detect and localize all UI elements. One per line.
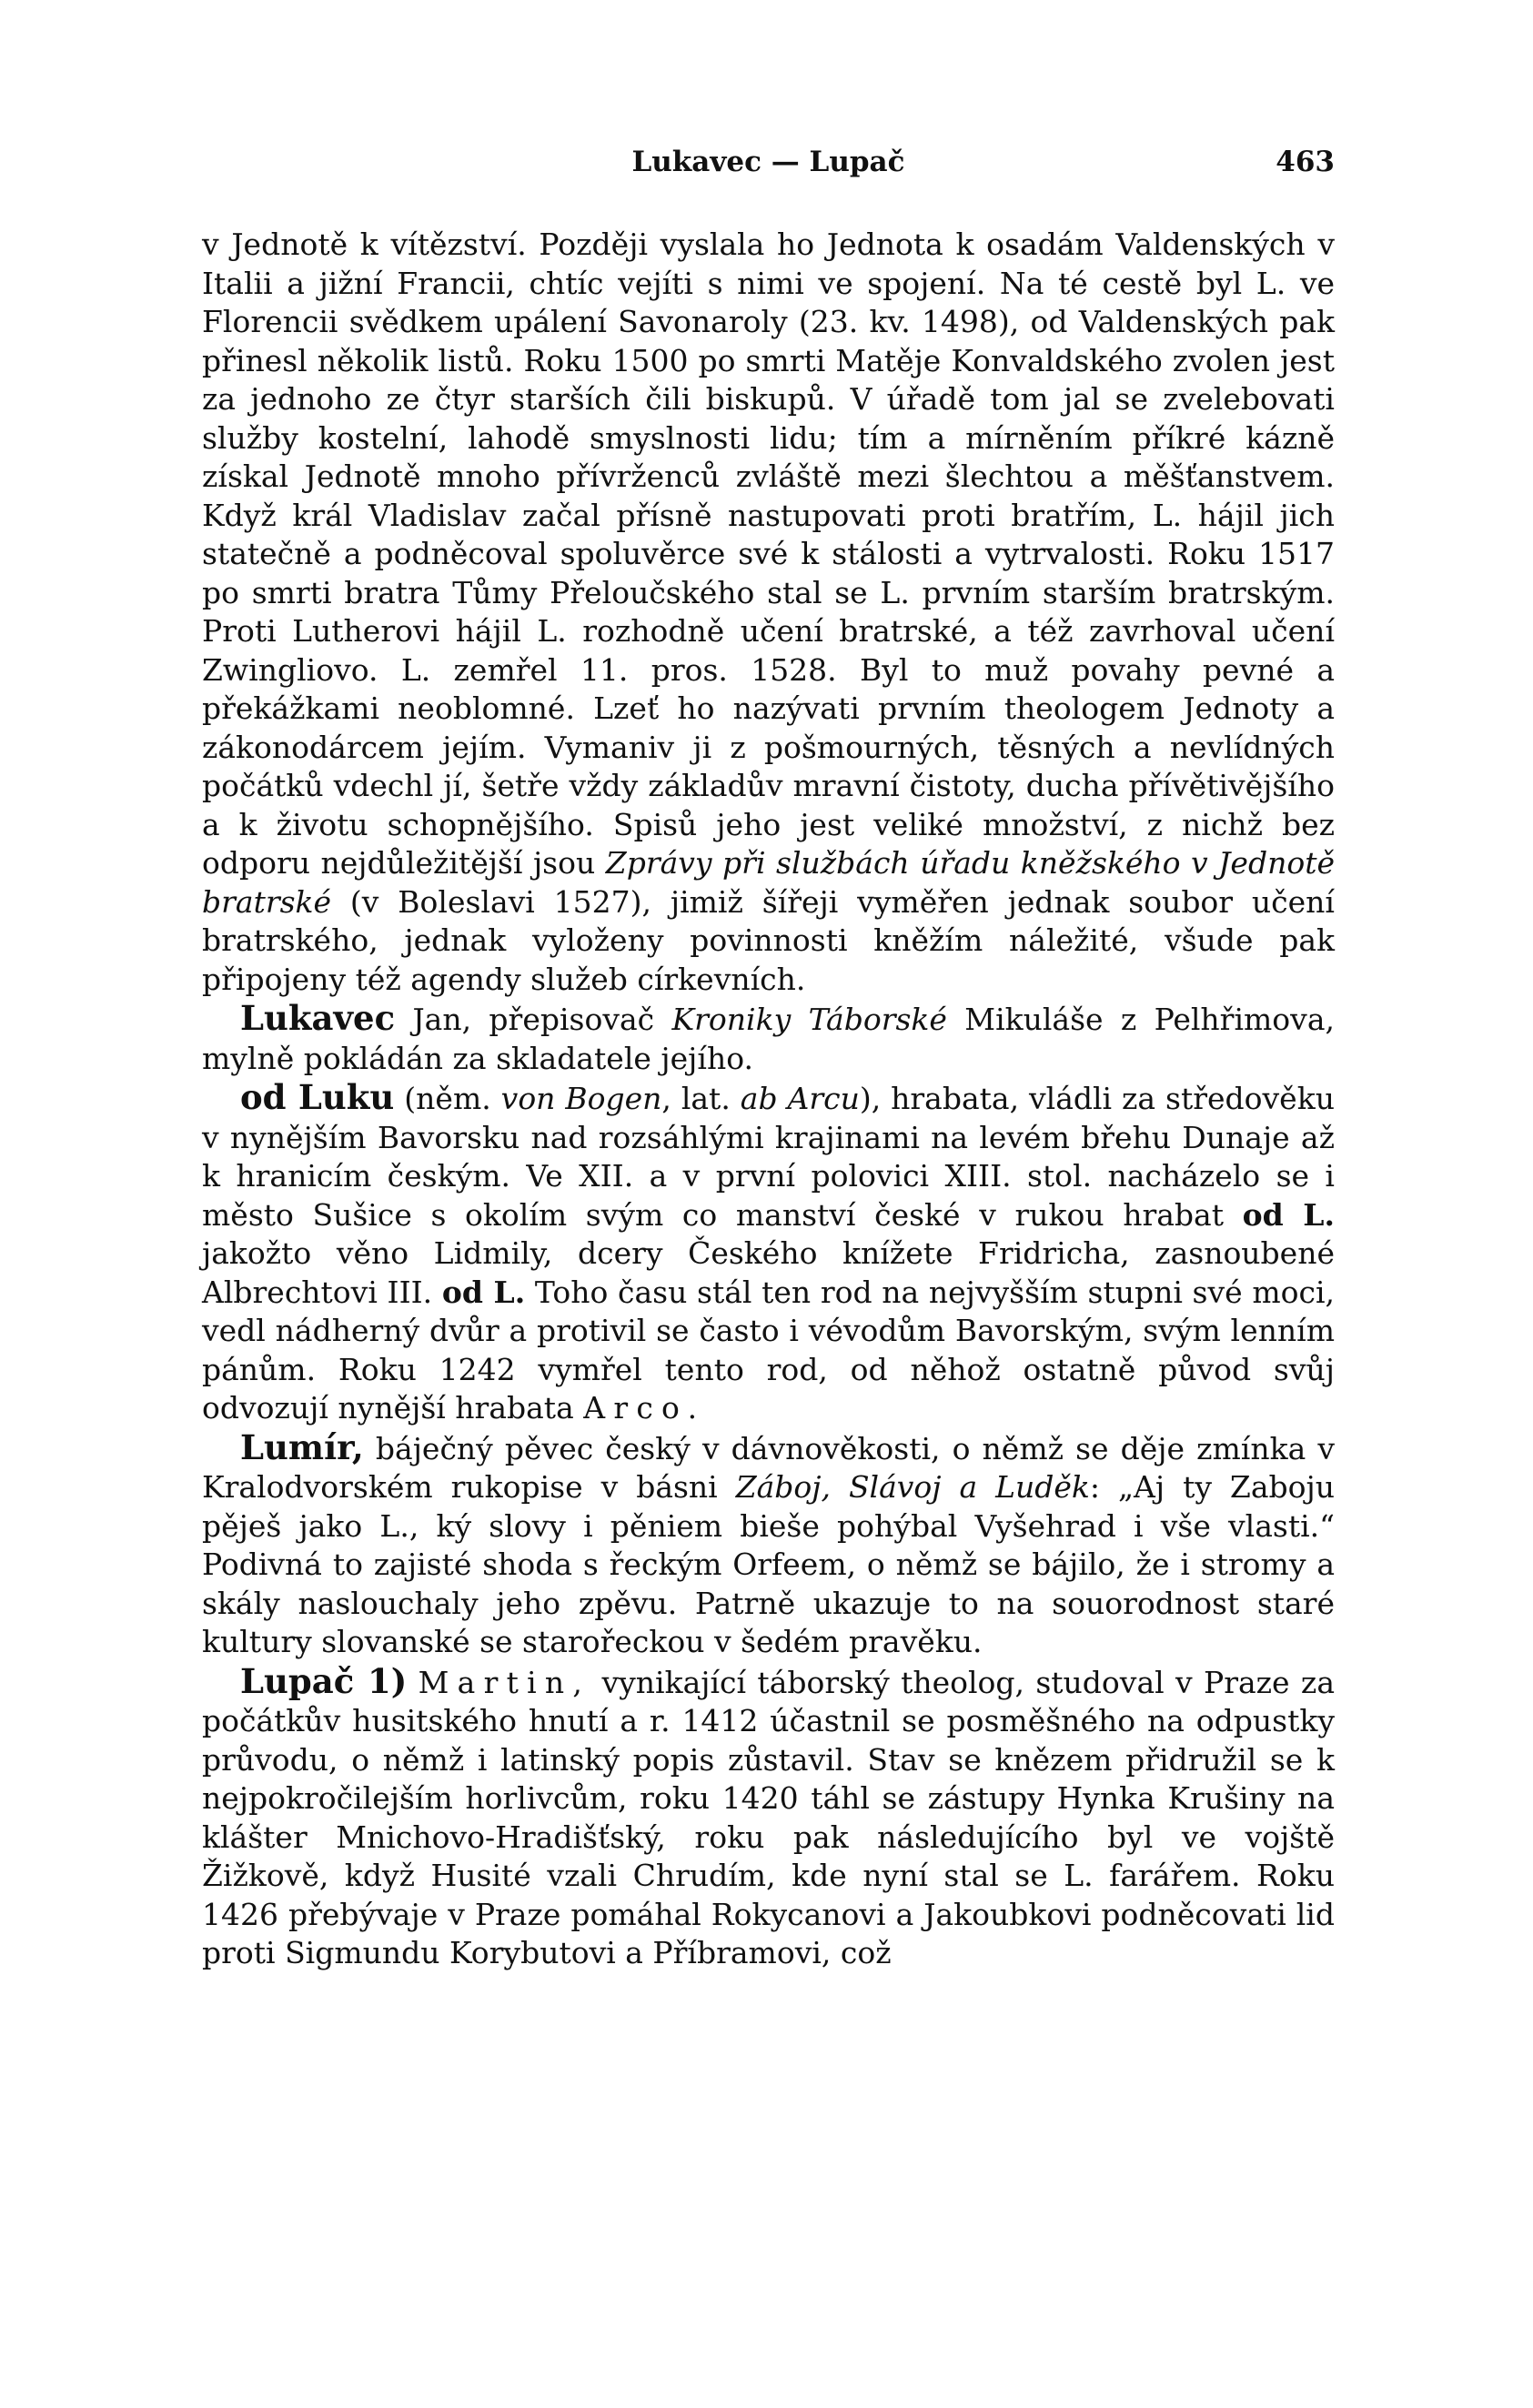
entry-lukavec: [202, 999, 1335, 1078]
italic-term: von Bogen: [500, 1081, 662, 1116]
spaced-name: Arco.: [583, 1390, 706, 1426]
text-run: vynikající táborský theolog, studoval v Praze za počátkův husitského hnutí a r. 1412 účastnil se posměšného na odpustky průvodu, o němž i latinský popis zůstavil. Stav se knězem přidružil se k nejpokročilejším horlivcům, roku 1420 táhl se zástupy Hynka Krušiny na klášter Mnichovo-Hradišťský, roku pak následujícího byl ve vojště Žižkově, když Husité vzali Chrudím, kde nyní stal se L. farářem. Roku 1426 přebývaje v Praze pomáhal Rokycanovi a Jakoubkovi podněcovati lid proti Sigmundu Korybutovi a Příbramovi, což: [202, 1664, 1335, 1970]
body-text: [202, 226, 1335, 1973]
paragraph-continuation: [202, 226, 1335, 999]
text-run: v Jednotě k vítězství. Později vyslala ho Jednota k osadám Valdenských v Italii a jižní Francii, chtíc vejíti s nimi ve spojení. Na té cestě byl L. ve Florencii svědkem upálení Savonaroly (23. kv. 1498), od Valdenských pak přinesl několik listů. Roku 1500 po smrti Matěje Konvaldského zvolen jest za jednoho ze čtyr starších čili biskupů. V úřadě tom jal se zvelebovati služby kostelní, lahodě smyslnosti lidu; tím a mírněním příkré kázně získal Jednotě mnoho přívrženců zvláště mezi šlechtou a měšťanstvem. Když král Vladislav začal přísně nastupovati proti bratřím, L. hájil jich statečně a podněcoval spoluvěrce své k stálosti a vytrvalosti. Roku 1517 po smrti bratra Tůmy Přeloučského stal se L. prvním starším bratrským. Proti Lutherovi hájil L. rozhodně učení bratrské, a též zavrhoval učení Zwingliovo. L. zemřel 11. pros. 1528. Byl to muž povahy pevné a překážkami neoblomné. Lzeť ho nazývati prvním theologem Jednoty a zákonodárcem jejím. Vymaniv ji z pošmourných, těsných a nevlídných počátků vdechl jí, šetře vždy základův mravní čistoty, ducha přívětivějšího a k životu schopnějšího. Spisů jeho jest veliké množství, z nichž bez odporu nejdůležitější jsou: [202, 227, 1335, 881]
text-run: Toho času stál ten rod na nejvyšším stupni své moci, vedl nádherný dvůr a protivil se často i vévodům Bavorským, svým lenním pánům. Roku 1242 vymřel tento rod, od něhož ostatně původ svůj odvozují nynější hrabata: [202, 1274, 1336, 1426]
text-run: (něm.: [404, 1081, 491, 1116]
spaced-name: Martin,: [418, 1664, 591, 1700]
text-run: : „Aj ty Zaboju pěješ jako L., ký slovy i pěniem bieše pohýbal Vyšehrad i vše vlasti.“ Podivná to zajisté shoda s řeckým Orfeem, o němž se bájilo, že i stromy a skály naslouchaly jeho zpěvu. Patrně ukazuje to na souorodnost staré kultury slovanské se starořeckou v šedém pravěku.: [202, 1469, 1335, 1659]
entry-headword: od Luku: [240, 1077, 395, 1117]
running-head: Lukavec — Lupač: [631, 146, 905, 178]
entry-lupac: [202, 1662, 1335, 1973]
text-run: ), hrabata, vládli za středověku v nynějším Bavorsku nad rozsáhlými krajinami na levém břehu Dunaje až k hranicím českým. Ve XII. a v první polovici XIII. stol. nacházelo se i město Sušice s okolím svým co manství české v rukou hrabat: [202, 1081, 1335, 1233]
poem-title: Záboj, Slávoj a Luděk: [735, 1469, 1090, 1505]
bold-abbrev: od L.: [441, 1274, 526, 1310]
text-run: Jan, přepisovač: [412, 1002, 655, 1037]
bold-abbrev: od L.: [1242, 1196, 1336, 1233]
entry-headword: Lukavec: [240, 998, 396, 1038]
book-title: Zprávy při službách úřadu kněžského v Jednotě bratrské: [202, 845, 1335, 920]
page-number: 463: [1276, 146, 1335, 178]
text-run: Mikuláše z Pelhřimova, mylně pokládán za skladatele jejího.: [202, 1002, 1335, 1076]
page-header: [202, 146, 1335, 191]
entry-lumir: [202, 1428, 1335, 1662]
entry-headword: Lumír,: [240, 1426, 364, 1467]
book-title: Kroniky Táborské: [671, 1002, 947, 1037]
entry-headword: Lupač 1): [240, 1660, 408, 1701]
text-run: báječný pěvec český v dávnověkosti, o němž se děje zmínka v Kralodvorském rukopise v básni: [202, 1430, 1335, 1505]
text-run: , lat.: [661, 1081, 731, 1116]
text-run: jakožto věno Lidmily, dcery Českého knížete Fridricha, zasnoubené Albrechtovi III.: [202, 1235, 1335, 1310]
entry-od-luku: [202, 1078, 1335, 1428]
text-run: (v Boleslavi 1527), jimiž šířeji vyměřen jednak soubor učení bratrského, jednak vyloženy povinnosti kněžím náležité, všude pak připojeny též agendy služeb církevních.: [202, 883, 1335, 997]
italic-term: ab Arcu: [740, 1081, 860, 1116]
